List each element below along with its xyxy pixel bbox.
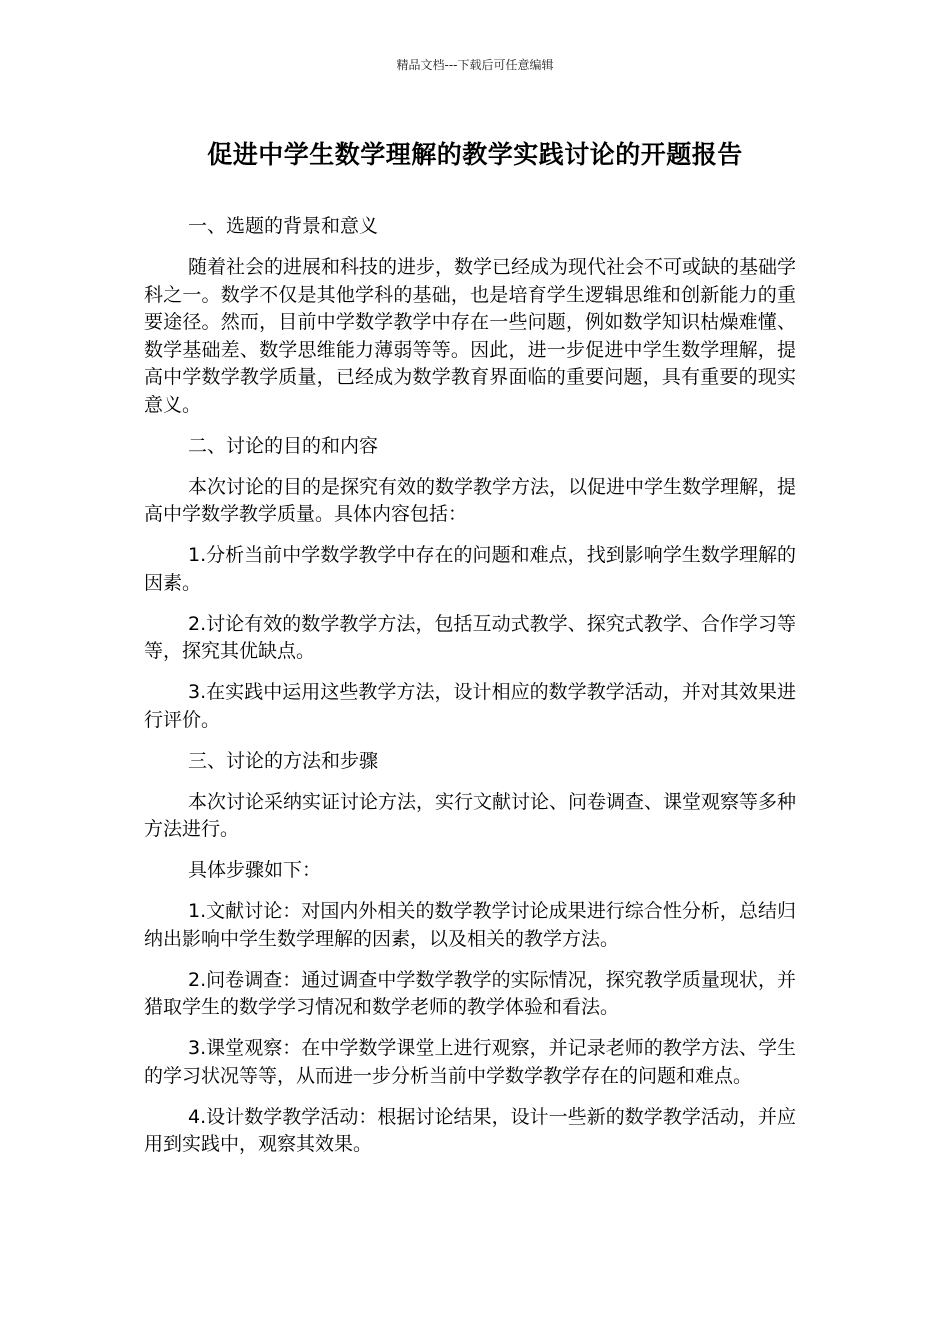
list-item-step-3: 3.课堂观察：在中学数学课堂上进行观察，并记录老师的教学方法、学生的学习状况等等，从而进一步分析当前中学数学教学存在的问题和难点。 <box>144 1037 796 1087</box>
list-item-step-4: 4.设计数学教学活动：根据讨论结果，设计一些新的数学教学活动，并应用到实践中，观察其效果。 <box>144 1105 796 1155</box>
paragraph-purpose: 本次讨论的目的是探究有效的数学教学方法，以促进中学生数学理解，提高中学数学教学质量。具体内容包括： <box>144 475 797 525</box>
section-heading-purpose: 二、讨论的目的和内容 <box>188 434 379 457</box>
paragraph-steps-intro: 具体步骤如下： <box>188 859 322 881</box>
paragraph-background: 随着社会的进展和科技的进步，数学已经成为现代社会不可或缺的基础学科之一。数学不仅是其他学科的基础，也是培育学生逻辑思维和创新能力的重要途径。然而，目前中学数学教学中存在一些问题，例如数学知识枯燥难懂、数学基础差、数学思维能力薄弱等等。因此，进一步促进中学生数学理解，提高中学数学教学质量，已经成为数学教育界面临的重要问题，具有重要的现实意义。 <box>144 256 797 416</box>
list-item-purpose-3: 3.在实践中运用这些教学方法，设计相应的数学教学活动，并对其效果进行评价。 <box>144 681 796 731</box>
section-heading-method: 三、讨论的方法和步骤 <box>188 749 379 772</box>
section-heading-background: 一、选题的背景和意义 <box>188 215 379 237</box>
list-item-step-1: 1.文献讨论：对国内外相关的数学教学讨论成果进行综合性分析，总结归纳出影响中学生数学理解的因素，以及相关的教学方法。 <box>144 900 796 950</box>
document-body <box>144 213 796 1172</box>
list-item-step-2: 2.问卷调查：通过调查中学数学教学的实际情况，探究教学质量现状，并猎取学生的数学学习情况和数学老师的教学体验和看法。 <box>144 968 796 1018</box>
paragraph-method: 本次讨论采纳实证讨论方法，实行文献讨论、问卷调查、课堂观察等多种方法进行。 <box>144 790 797 840</box>
list-item-purpose-1: 1.分析当前中学数学教学中存在的问题和难点，找到影响学生数学理解的因素。 <box>144 544 796 594</box>
list-item-purpose-2: 2.讨论有效的数学教学方法，包括互动式教学、探究式教学、合作学习等等，探究其优缺点。 <box>144 612 796 662</box>
page-header: 精品文档---下载后可任意编辑 <box>396 58 554 72</box>
document-title: 促进中学生数学理解的教学实践讨论的开题报告 <box>207 140 743 169</box>
